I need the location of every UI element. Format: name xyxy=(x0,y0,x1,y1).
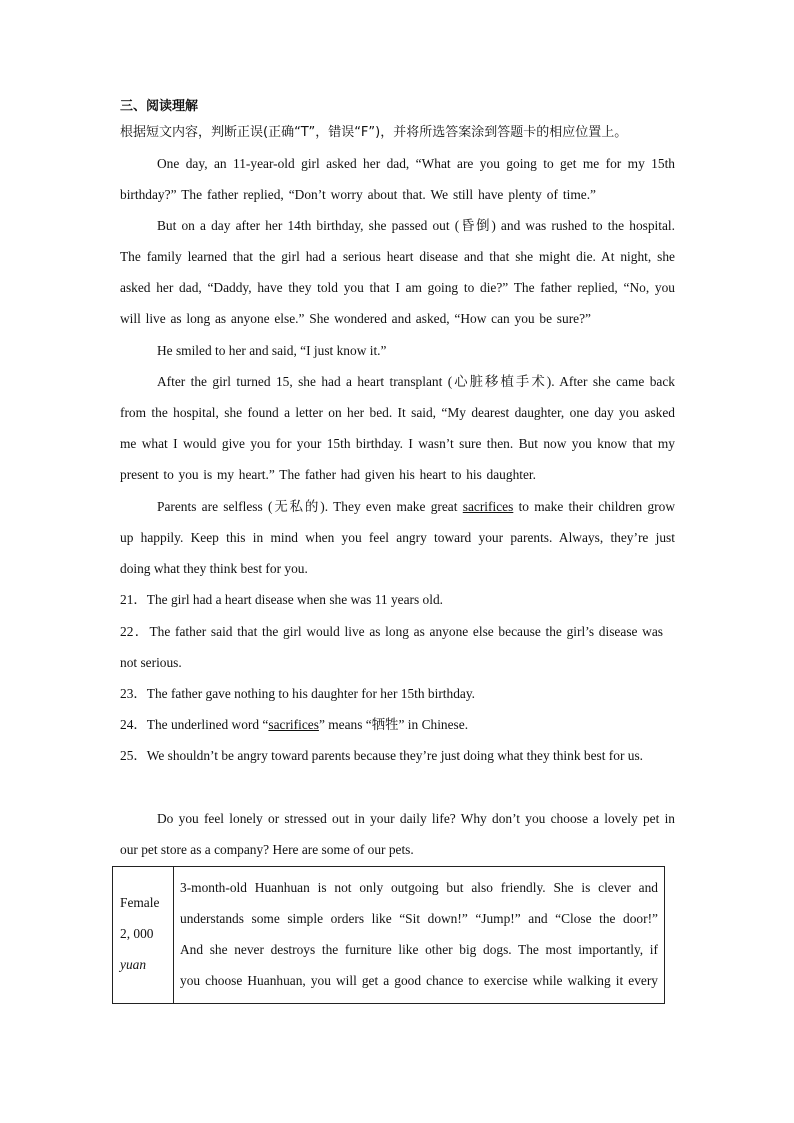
passage1-text: Parents are selfless (无私的). They even make great xyxy=(157,499,463,514)
underlined-word: sacrifices xyxy=(462,499,514,514)
passage2-line: Do you feel lonely or stressed out in your daily life? Why don’t you choose a lovely pet in xyxy=(157,811,675,826)
pet-info-cell xyxy=(113,867,174,1004)
question-25: 25．We shouldn’t be angry toward parents because they’re just doing what they think best for us. xyxy=(120,748,644,763)
question-22-cont: not serious. xyxy=(120,655,182,670)
pet-description-line: And she never destroys the furniture like other big dogs. The most importantly, if xyxy=(180,942,658,957)
pet-description-cell xyxy=(174,867,665,1004)
passage1-line: me what I would give you for your 15th birthday. I wasn’t sure then. But now you know that my xyxy=(120,436,675,451)
question-21: 21．The girl had a heart disease when she was 11 years old. xyxy=(120,592,444,607)
passage2-line: our pet store as a company? Here are some of our pets. xyxy=(120,842,414,857)
passage1-line xyxy=(157,498,675,516)
question-23: 23．The father gave nothing to his daughter for her 15th birthday. xyxy=(120,686,476,701)
question-22: 22．The father said that the girl would live as long as anyone else because the girl’s disease was xyxy=(120,624,663,639)
pet-description-line: you choose Huanhuan, you will get a good chance to exercise while walking it every xyxy=(180,973,658,988)
question-24 xyxy=(120,716,468,734)
passage1-line: But on a day after her 14th birthday, she passed out (昏倒) and was rushed to the hospital. xyxy=(157,218,675,233)
question-24-text: ” means “牺牲” in Chinese. xyxy=(318,717,469,732)
table-row xyxy=(113,867,665,1004)
pet-gender: Female xyxy=(120,895,160,910)
instruction-text: 根据短文内容，判断正误(正确“T”，错误“F”)，并将所选答案涂到答题卡的相应位置上。 xyxy=(120,125,628,140)
passage1-line: will live as long as anyone else.” She wondered and asked, “How can you be sure?” xyxy=(120,311,591,326)
passage1-text: to make their children grow xyxy=(513,499,675,514)
pet-description-line: 3-month-old Huanhuan is not only outgoing but also friendly. She is clever and xyxy=(180,880,658,895)
section-heading: 三、阅读理解 xyxy=(120,99,199,114)
pet-description-line: understands some simple orders like “Sit down!” “Jump!” and “Close the door!” xyxy=(180,911,658,926)
underlined-word: sacrifices xyxy=(268,717,319,732)
passage1-line: He smiled to her and said, “I just know it.” xyxy=(157,343,387,358)
passage1-line: doing what they think best for you. xyxy=(120,561,308,576)
passage1-line: asked her dad, “Daddy, have they told you that I am going to die?” The father replied, “No, you xyxy=(120,280,675,295)
pet-price: 2, 000 xyxy=(120,926,154,941)
question-24-text: 24．The underlined word “ xyxy=(120,717,269,732)
passage1-line: from the hospital, she found a letter on her bed. It said, “My dearest daughter, one day you asked xyxy=(120,405,675,420)
passage1-line: present to you is my heart.” The father had given his heart to his daughter. xyxy=(120,467,536,482)
pet-currency: yuan xyxy=(120,957,147,972)
passage1-line: After the girl turned 15, she had a heart transplant (心脏移植手术). After she came back xyxy=(157,374,675,389)
pet-table xyxy=(112,866,665,1004)
passage1-line: birthday?” The father replied, “Don’t worry about that. We still have plenty of time.” xyxy=(120,187,596,202)
passage1-line: The family learned that the girl had a serious heart disease and that she might die. At night, she xyxy=(120,249,675,264)
passage1-line: up happily. Keep this in mind when you feel angry toward your parents. Always, they’re just xyxy=(120,530,675,545)
passage1-line: One day, an 11-year-old girl asked her dad, “What are you going to get me for my 15th xyxy=(157,156,675,171)
